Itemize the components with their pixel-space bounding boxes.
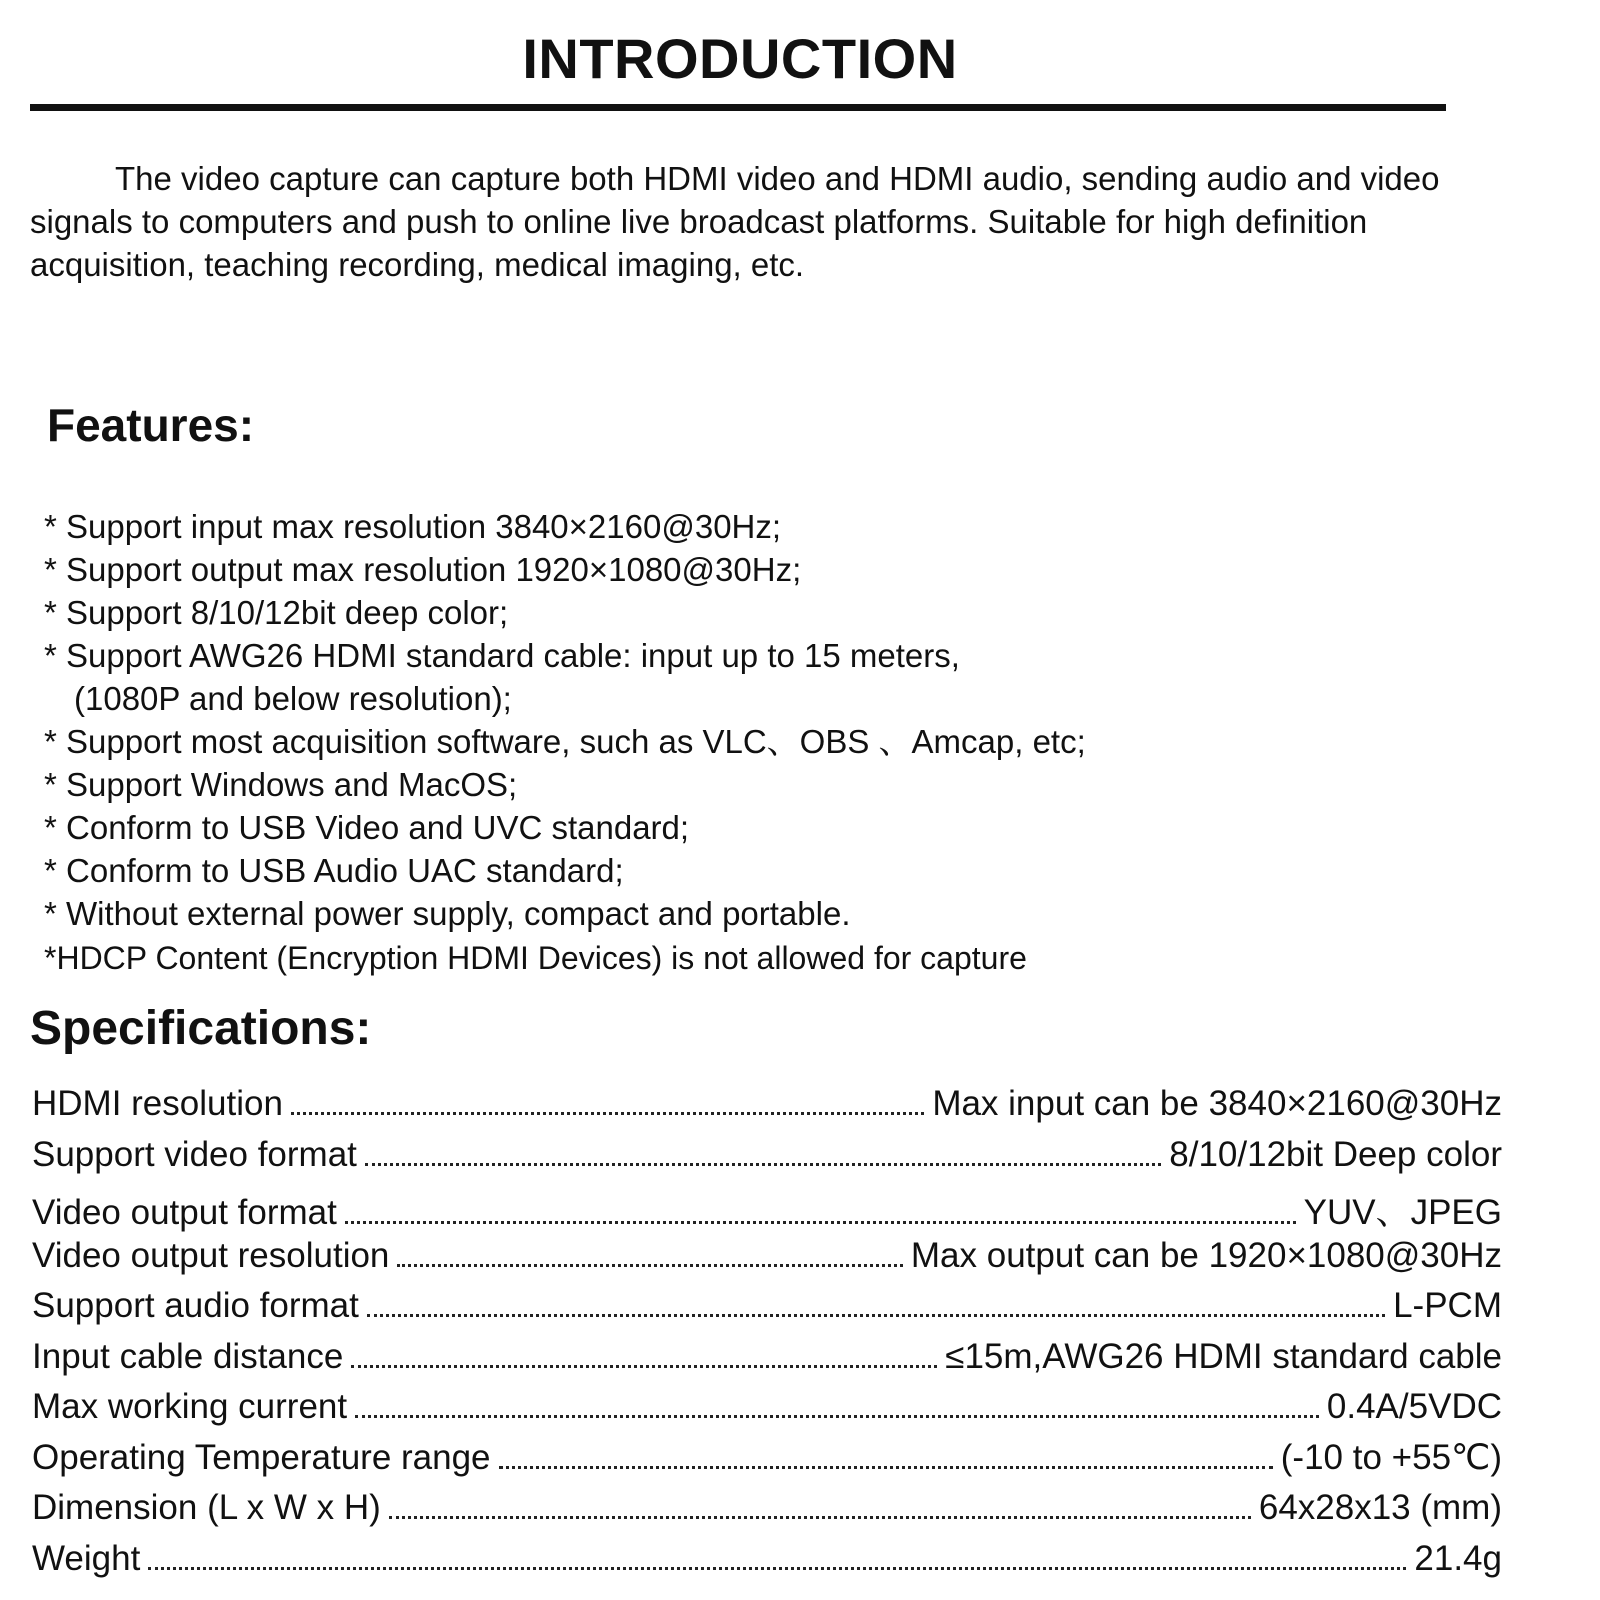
spec-value: L-PCM — [1393, 1286, 1502, 1325]
spec-row-video-format — [32, 1135, 1502, 1186]
features-list — [44, 505, 1494, 935]
spec-label: Video output resolution — [32, 1235, 390, 1275]
intro-paragraph: The video capture can capture both HDMI video and HDMI audio, sending audio and video signals to computers and push to online live broadcast platforms. Suitable for high definition acquisition, teaching recording, medical imaging, etc. — [30, 160, 1440, 283]
feature-item: * Support AWG26 HDMI standard cable: input up to 15 meters, — [44, 637, 960, 674]
spec-row-video-output-resolution — [32, 1236, 1502, 1287]
feature-item: * Support input max resolution 3840×2160@30Hz; — [44, 508, 782, 545]
dot-leader — [389, 1516, 1251, 1519]
dot-leader — [345, 1221, 1296, 1224]
spec-value: 64x28x13 (mm) — [1258, 1488, 1502, 1527]
spec-value: (-10 to +55℃) — [1280, 1437, 1502, 1477]
dot-leader — [367, 1314, 1385, 1317]
dot-leader — [351, 1365, 937, 1368]
spec-label: Support video format — [32, 1134, 357, 1174]
spec-value: YUV、JPEG — [1303, 1193, 1502, 1232]
dot-leader — [355, 1415, 1319, 1418]
hdcp-note: *HDCP Content (Encryption HDMI Devices) is not allowed for capture — [44, 940, 1027, 976]
feature-item: * Support most acquisition software, such as VLC、OBS 、Amcap, etc; — [44, 723, 1086, 760]
page-title: INTRODUCTION — [522, 27, 958, 90]
spec-label: Support audio format — [32, 1286, 359, 1325]
dot-leader — [148, 1567, 1406, 1570]
feature-item: * Conform to USB Video and UVC standard; — [44, 809, 690, 846]
spec-row-temperature-range — [32, 1438, 1502, 1489]
spec-label: Video output format — [32, 1193, 337, 1232]
spec-value: 8/10/12bit Deep color — [1169, 1134, 1502, 1174]
spec-label: HDMI resolution — [32, 1084, 283, 1123]
spec-row-audio-format — [32, 1286, 1502, 1337]
spec-label: Operating Temperature range — [32, 1437, 491, 1477]
title-divider — [30, 104, 1446, 111]
spec-row-working-current — [32, 1387, 1502, 1438]
spec-row-weight — [32, 1539, 1502, 1590]
feature-item: * Support 8/10/12bit deep color; — [44, 594, 509, 631]
features-heading: Features: — [47, 399, 255, 451]
feature-item: * Without external power supply, compact and portable. — [44, 895, 851, 932]
spec-label: Weight — [32, 1538, 141, 1578]
spec-label: Dimension (L x W x H) — [32, 1488, 381, 1527]
spec-value: ≤15m,AWG26 HDMI standard cable — [945, 1336, 1502, 1376]
specifications-table — [32, 1084, 1502, 1589]
spec-value: 21.4g — [1414, 1538, 1502, 1578]
feature-item: * Support Windows and MacOS; — [44, 766, 518, 803]
dot-leader — [499, 1466, 1273, 1469]
dot-leader — [397, 1264, 903, 1267]
feature-item: * Support output max resolution 1920×1080@30Hz; — [44, 551, 802, 588]
spec-row-hdmi-resolution — [32, 1084, 1502, 1135]
feature-item: * Conform to USB Audio UAC standard; — [44, 852, 624, 889]
spec-label: Input cable distance — [32, 1336, 344, 1376]
dot-leader — [365, 1163, 1161, 1166]
spec-label: Max working current — [32, 1387, 348, 1426]
spec-value: Max input can be 3840×2160@30Hz — [932, 1084, 1502, 1123]
spec-row-dimension — [32, 1488, 1502, 1539]
spec-row-video-output-format — [32, 1185, 1502, 1236]
dot-leader — [291, 1112, 924, 1115]
spec-value: Max output can be 1920×1080@30Hz — [910, 1235, 1502, 1275]
feature-item-continuation: (1080P and below resolution); — [74, 680, 512, 717]
specifications-heading: Specifications: — [30, 1002, 372, 1055]
spec-row-cable-distance — [32, 1337, 1502, 1388]
spec-value: 0.4A/5VDC — [1326, 1387, 1502, 1426]
